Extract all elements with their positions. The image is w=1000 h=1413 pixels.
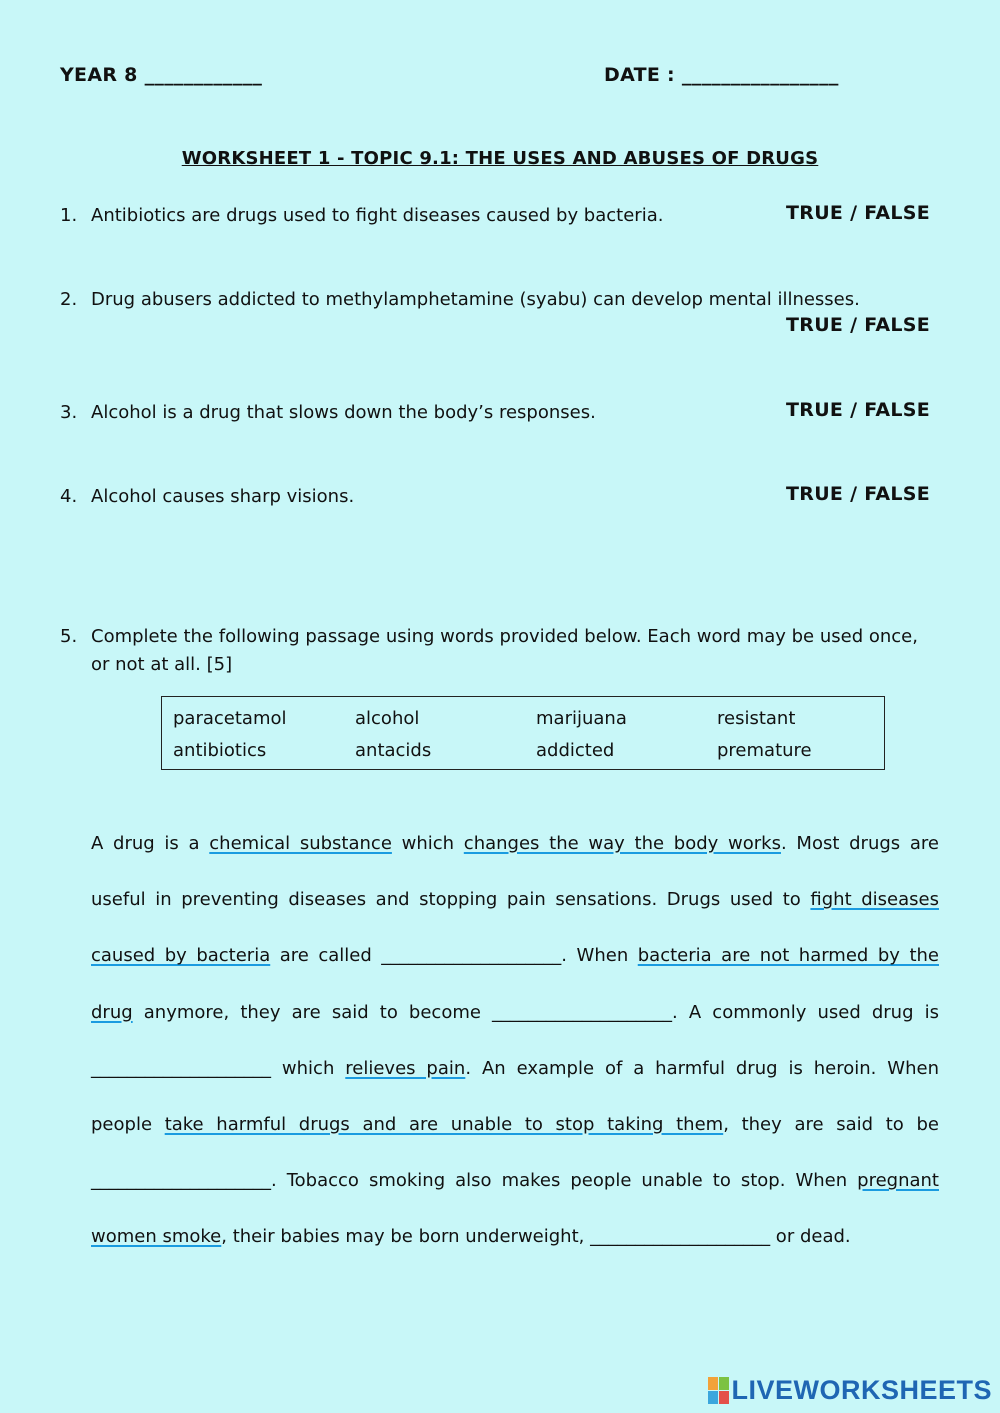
question-number: 1. bbox=[60, 205, 78, 226]
question-text-cont: or not at all. [5] bbox=[91, 654, 233, 675]
passage-text: A drug is a bbox=[91, 833, 210, 854]
question-text: Antibiotics are drugs used to fight diseases caused by bacteria. bbox=[91, 205, 664, 226]
question-number: 4. bbox=[60, 486, 78, 507]
word-bank-item: addicted bbox=[536, 740, 615, 761]
word-bank-item: premature bbox=[717, 740, 812, 761]
question-number: 2. bbox=[60, 289, 78, 310]
word-bank-item: marijuana bbox=[536, 708, 627, 729]
worksheet-title: WORKSHEET 1 - TOPIC 9.1: THE USES AND ABUSES OF DRUGS bbox=[181, 148, 819, 169]
liveworksheets-logo bbox=[708, 1375, 992, 1405]
true-false-choice[interactable]: TRUE / FALSE bbox=[786, 483, 931, 505]
word-bank bbox=[161, 696, 885, 770]
passage bbox=[91, 816, 939, 1266]
true-false-choice[interactable]: TRUE / FALSE bbox=[786, 202, 931, 224]
passage-text: . An example of a harmful drug is heroin. When people bbox=[91, 1057, 939, 1136]
word-bank-item: antacids bbox=[355, 740, 432, 761]
passage-underline: pregnant women smoke bbox=[91, 1170, 939, 1248]
passage-underline: bacteria are not harmed by the drug bbox=[91, 945, 939, 1023]
passage-underline: chemical substance bbox=[209, 833, 392, 854]
logo-square bbox=[719, 1377, 729, 1390]
passage-underline: take harmful drugs and are unable to stop taking them bbox=[164, 1114, 724, 1136]
word-bank-item: resistant bbox=[717, 708, 796, 729]
passage-text: which bbox=[391, 833, 464, 854]
question-text: Complete the following passage using words provided below. Each word may be used once, bbox=[91, 626, 918, 647]
passage-text: are called ____________________. When bbox=[270, 945, 638, 967]
logo-square bbox=[708, 1391, 718, 1404]
passage-underline: relieves pain bbox=[345, 1057, 466, 1079]
logo-text: LIVEWORKSHEETS bbox=[731, 1374, 992, 1405]
question-text: Drug abusers addicted to methylamphetamine (syabu) can develop mental illnesses. bbox=[91, 289, 860, 310]
passage-underline: fight diseases caused by bacteria bbox=[91, 889, 939, 967]
passage-text: , their babies may be born underweight, ____________________ or dead. bbox=[221, 1226, 851, 1248]
word-bank-item: alcohol bbox=[355, 708, 420, 729]
liveworksheets-icon bbox=[708, 1377, 729, 1404]
passage-underline: changes the way the body works bbox=[463, 833, 781, 854]
passage-text: , they are said to be ____________________. Tobacco smoking also makes people unable to stop. When bbox=[91, 1114, 939, 1192]
logo-square bbox=[719, 1391, 729, 1404]
word-bank-item: antibiotics bbox=[173, 740, 267, 761]
passage-text: . Most drugs are useful in preventing diseases and stopping pain sensations. Drugs used to bbox=[91, 833, 940, 911]
question-text: Alcohol causes sharp visions. bbox=[91, 486, 355, 507]
date-field: DATE : ________________ bbox=[604, 64, 839, 86]
question-number: 5. bbox=[60, 626, 78, 647]
true-false-choice[interactable]: TRUE / FALSE bbox=[786, 314, 931, 336]
question-text: Alcohol is a drug that slows down the body’s responses. bbox=[91, 402, 596, 423]
question-number: 3. bbox=[60, 402, 78, 423]
logo-square bbox=[708, 1377, 718, 1390]
word-bank-item: paracetamol bbox=[173, 708, 287, 729]
passage-text: anymore, they are said to become ____________________. A commonly used drug is ____________________ which bbox=[91, 1001, 939, 1079]
year-field: YEAR 8 ____________ bbox=[60, 64, 263, 86]
true-false-choice[interactable]: TRUE / FALSE bbox=[786, 399, 931, 421]
